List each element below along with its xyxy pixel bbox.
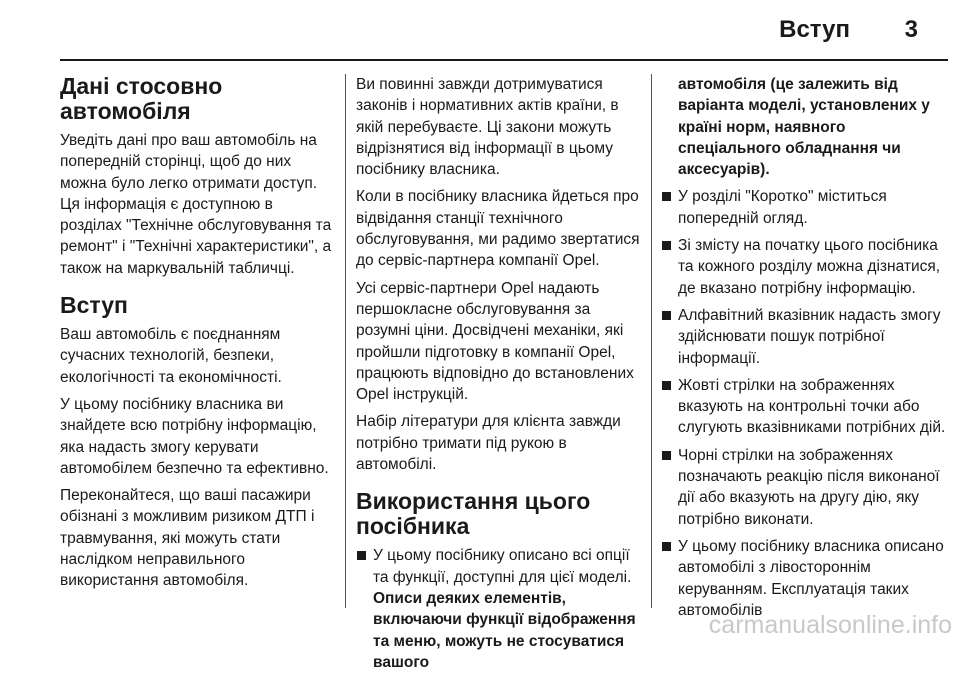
column-3 (661, 74, 951, 627)
paragraph-literature: Набір літератури для клієнта завжди потрібно тримати під рукою в автомобілі. (356, 413, 621, 474)
paragraph-intro-1: Ваш автомобіль є поєднанням сучасних технологій, безпеки, екологічності та економічності. (60, 326, 282, 386)
heading-vehicle-data: Дані стосовно автомобіля (60, 73, 223, 124)
bullet-list-usage (356, 545, 640, 673)
list-item: У цьому посібнику власника описано автомобілі з лівостороннім керуванням. Експлуатація таких автомобілів (661, 536, 951, 621)
paragraph-service: Коли в посібнику власника йдеться про відвідання станції технічного обслуговування, ми радимо звертатися до сервіс-партнера компанії Opel. (356, 188, 640, 270)
column-divider-1 (345, 74, 346, 608)
heading-introduction: Вступ (60, 292, 128, 319)
list-item: Жовті стрілки на зображеннях вказують на контрольні точки або слугують вказівниками потрібних дій. (661, 375, 951, 439)
page-title: Вступ (779, 16, 850, 43)
paragraph-vehicle-data: Уведіть дані про ваш автомобіль на попередній сторінці, щоб до них можна було легко отримати доступ. Ця інформація є доступною в розділах "Технічне обслуговування та ремонт" і "Технічні характеристики", а також на маркувальній табличці. (60, 132, 332, 277)
paragraph-intro-2: У цьому посібнику власника ви знайдете всю потрібну інформацію, яка надасть змогу керувати автомобілем безпечно та ефективно. (60, 395, 329, 477)
paragraph-partners: Усі сервіс-партнери Opel надають першокласне обслуговування за розумні ціни. Досвідчені механіки, які пройшли підготовку в компанії Opel, працюють відповідно до встановлених Opel інструкцій. (356, 279, 634, 404)
paragraph-laws: Ви повинні завжди дотримуватися законів і нормативних актів країни, в якій перебуваєте. Ці закони можуть відрізнятися від інформації в цьому посібнику власника. (356, 76, 619, 179)
header-divider (60, 59, 948, 61)
column-2 (356, 74, 640, 679)
bullet-list-manual (661, 186, 951, 621)
bullet-text-bold: Описи деяких елементів, включаючи функції відображення та меню, можуть не стосуватися вашого (373, 589, 636, 671)
watermark: carmanualsonline.info (708, 611, 952, 639)
column-divider-2 (651, 74, 652, 608)
bullet-text: У цьому посібнику описано всі опції та функції, доступні для цієї моделі. (373, 547, 632, 586)
list-item: Алфавітний вказівник надасть змогу здійснювати пошук потрібної інформації. (661, 305, 951, 369)
list-item: Зі змісту на початку цього посібника та кожного розділу можна дізнатися, де вказано потрібну інформацію. (661, 235, 951, 299)
column-1 (60, 74, 336, 598)
page-number: 3 (904, 16, 918, 43)
bullet-continuation-bold: автомобіля (це залежить від варіанта моделі, установлених у країні норм, наявного спеціального обладнання чи аксесуарів). (678, 76, 930, 179)
list-item: Чорні стрілки на зображеннях позначають реакцію після виконаної дії або вказують на другу дію, яку потрібно виконати. (661, 445, 951, 530)
paragraph-intro-3: Переконайтеся, що ваші пасажири обізнані з можливим ризиком ДТП і травмування, які можуть стати наслідком неправильного використання автомобіля. (60, 487, 315, 590)
page-header (0, 0, 960, 56)
list-item: У розділі "Коротко" міститься попередній огляд. (661, 186, 951, 229)
list-item (356, 545, 640, 673)
heading-using-manual: Використання цього посібника (356, 488, 591, 540)
